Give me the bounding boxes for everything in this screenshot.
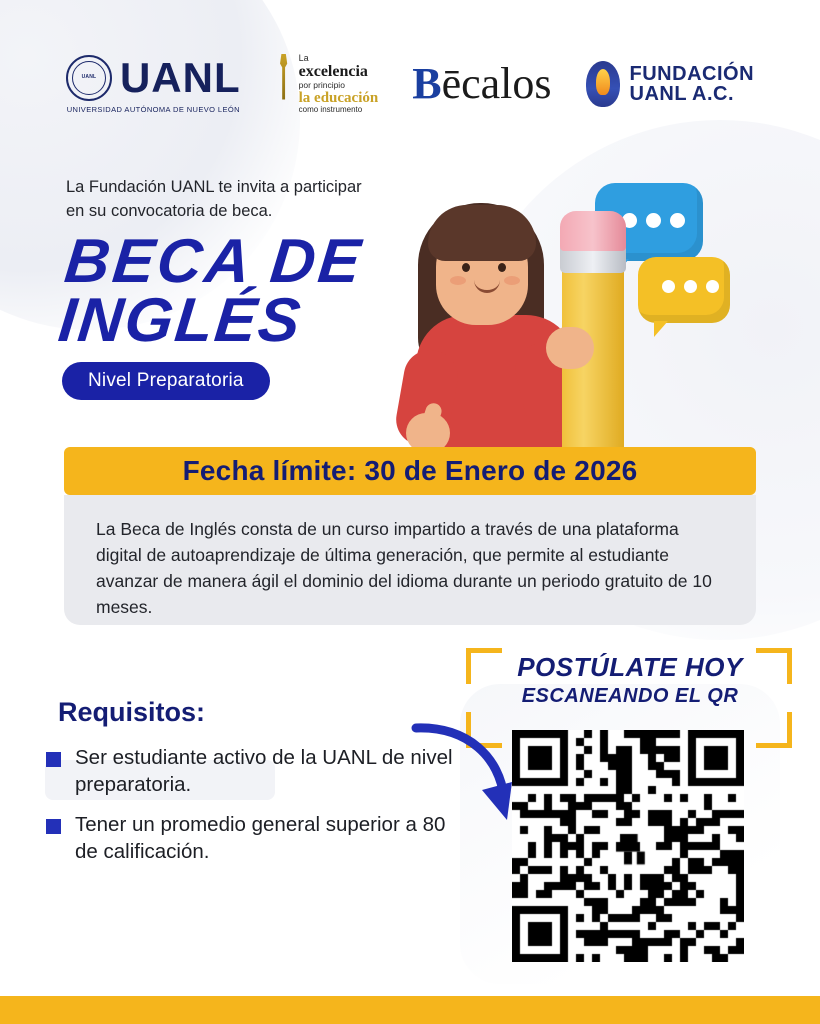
intro-text — [66, 176, 362, 224]
becalos-initial: B — [412, 59, 442, 108]
title-line-2: INGLÉS — [55, 285, 306, 355]
speech-dots-blue-icon — [622, 213, 685, 228]
list-item — [46, 745, 456, 798]
excelencia-line1: La — [298, 52, 309, 63]
uanl-seal-icon — [66, 55, 112, 101]
hand-holding-pencil — [546, 327, 594, 369]
excelencia-line3: por principio — [298, 79, 345, 90]
page-title — [55, 227, 367, 355]
blush-right — [504, 276, 520, 285]
qr-code[interactable] — [512, 730, 744, 962]
qr-callout — [470, 652, 790, 708]
qr-headline-2: ESCANEANDO EL QR — [521, 685, 739, 707]
speech-dots-yellow-icon — [662, 280, 719, 293]
uanl-logo — [66, 55, 241, 114]
requirements-list — [46, 745, 456, 880]
student-illustration — [370, 175, 770, 465]
list-item — [46, 812, 456, 865]
requirement-text: Tener un promedio general superior a 80 de calificación. — [75, 813, 446, 863]
fundacion-line2: UANL A.C. — [629, 83, 735, 105]
deadline-banner: Fecha límite: 30 de Enero de 2026 — [64, 447, 756, 495]
description-panel: La Beca de Inglés consta de un curso impartido a través de una plataforma digital de autoaprendizaje de última generación, que permite al estudiante avanzar de manera ágil el dominio del idioma durante un periodo gratuito de 10 meses. — [64, 495, 756, 625]
bullet-square-icon — [46, 819, 61, 834]
bullet-square-icon — [46, 752, 61, 767]
title-line-1: BECA DE — [61, 227, 367, 296]
excelencia-line4: la educación — [298, 89, 379, 106]
torch-icon — [275, 54, 293, 100]
logo-bar — [0, 0, 820, 114]
uanl-subtitle: UNIVERSIDAD AUTÓNOMA DE NUEVO LEÓN — [66, 104, 240, 114]
intro-line-2: en su convocatoria de beca. — [66, 201, 273, 220]
hair-front — [428, 205, 536, 261]
becalos-logo — [412, 59, 552, 108]
eye-right — [498, 263, 506, 272]
flame-icon — [586, 61, 620, 107]
uanl-wordmark: UANL — [119, 53, 241, 101]
requirements-title: Requisitos: — [58, 697, 206, 727]
excelencia-logo — [275, 54, 379, 115]
intro-line-1: La Fundación UANL te invita a participar — [66, 178, 362, 196]
eye-left — [462, 263, 470, 272]
pencil-eraser — [560, 211, 626, 251]
bottom-accent-band — [0, 996, 820, 1024]
level-badge: Nivel Preparatoria — [62, 362, 270, 400]
uanl-seal-text: UANL — [81, 73, 97, 80]
curved-arrow-icon — [408, 718, 518, 828]
qr-headline-1: POSTÚLATE HOY — [517, 652, 743, 682]
excelencia-line5: como instrumento — [298, 104, 363, 114]
becalos-wordmark: ēcalos — [441, 59, 552, 108]
requirement-text: Ser estudiante activo de la UANL de nivel preparatoria. — [75, 746, 453, 796]
fundacion-line1: FUNDACIÓN — [629, 62, 755, 85]
excelencia-line2: excelencia — [298, 63, 368, 81]
corner-bracket-bottom-right — [756, 712, 792, 748]
blush-left — [450, 276, 466, 285]
fundacion-uanl-logo — [586, 61, 755, 107]
